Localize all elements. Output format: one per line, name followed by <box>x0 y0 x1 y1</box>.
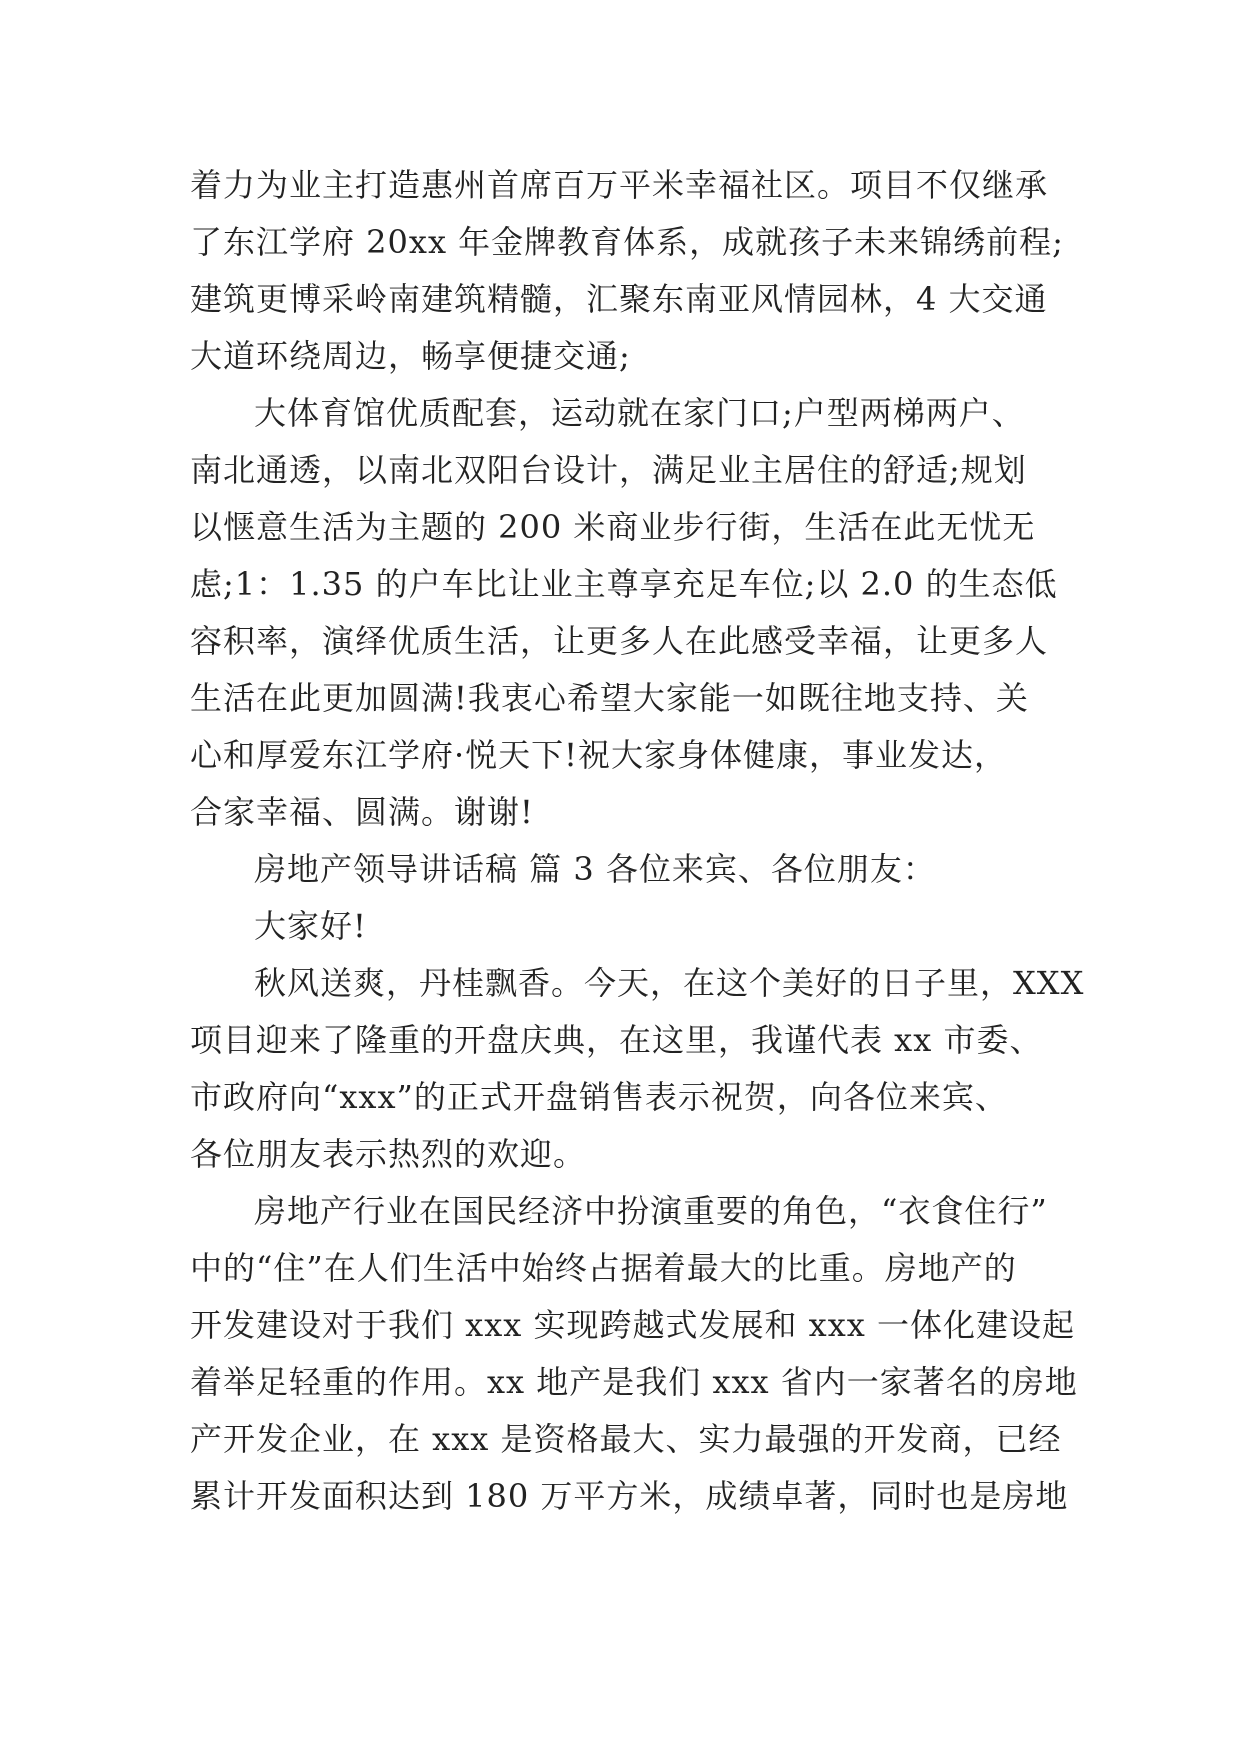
text-line: 生活在此更加圆满!我衷心希望大家能一如既往地支持、关 <box>190 679 1029 717</box>
text-line: 了东江学府 20xx 年金牌教育体系，成就孩子未来锦绣前程; <box>190 223 1064 261</box>
text-line: 着举足轻重的作用。xx 地产是我们 xxx 省内一家著名的房地 <box>190 1363 1078 1401</box>
text-line: 项目迎来了隆重的开盘庆典，在这里，我谨代表 xx 市委、 <box>190 1021 1043 1059</box>
text-line: 大道环绕周边，畅享便捷交通; <box>190 337 631 375</box>
paragraph-start-line: 房地产行业在国民经济中扮演重要的角色，“衣食住行” <box>254 1192 1048 1230</box>
paragraph-start-line: 大体育馆优质配套，运动就在家门口;户型两梯两户、 <box>254 394 1025 432</box>
section-heading-line: 房地产领导讲话稿 篇 3 各位来宾、各位朋友： <box>254 850 936 888</box>
text-line: 心和厚爱东江学府·悦天下!祝大家身体健康，事业发达， <box>190 736 1008 774</box>
text-line: 各位朋友表示热烈的欢迎。 <box>190 1135 587 1173</box>
text-line: 市政府向“xxx”的正式开盘销售表示祝贺，向各位来宾、 <box>190 1078 1008 1116</box>
text-line: 开发建设对于我们 xxx 实现跨越式发展和 xxx 一体化建设起 <box>190 1306 1075 1344</box>
text-line: 南北通透，以南北双阳台设计，满足业主居住的舒适;规划 <box>190 451 1027 489</box>
text-line: 累计开发面积达到 180 万平方米，成绩卓著，同时也是房地 <box>190 1477 1069 1515</box>
paragraph-start-line: 秋风送爽，丹桂飘香。今天，在这个美好的日子里，XXX <box>254 964 1085 1002</box>
text-line: 着力为业主打造惠州首席百万平米幸福社区。项目不仅继承 <box>190 166 1049 204</box>
text-line: 以惬意生活为主题的 200 米商业步行街，生活在此无忧无 <box>190 508 1036 546</box>
text-line: 建筑更博采岭南建筑精髓，汇聚东南亚风情园林，4 大交通 <box>190 280 1048 318</box>
greeting-line: 大家好! <box>254 907 367 945</box>
text-line: 中的“住”在人们生活中始终占据着最大的比重。房地产的 <box>190 1249 1017 1287</box>
text-line: 合家幸福、圆满。谢谢! <box>190 793 534 831</box>
text-line: 虑;1：1.35 的户车比让业主尊享充足车位;以 2.0 的生态低 <box>190 565 1058 603</box>
text-line: 容积率，演绎优质生活，让更多人在此感受幸福，让更多人 <box>190 622 1049 660</box>
text-line: 产开发企业，在 xxx 是资格最大、实力最强的开发商，已经 <box>190 1420 1062 1458</box>
